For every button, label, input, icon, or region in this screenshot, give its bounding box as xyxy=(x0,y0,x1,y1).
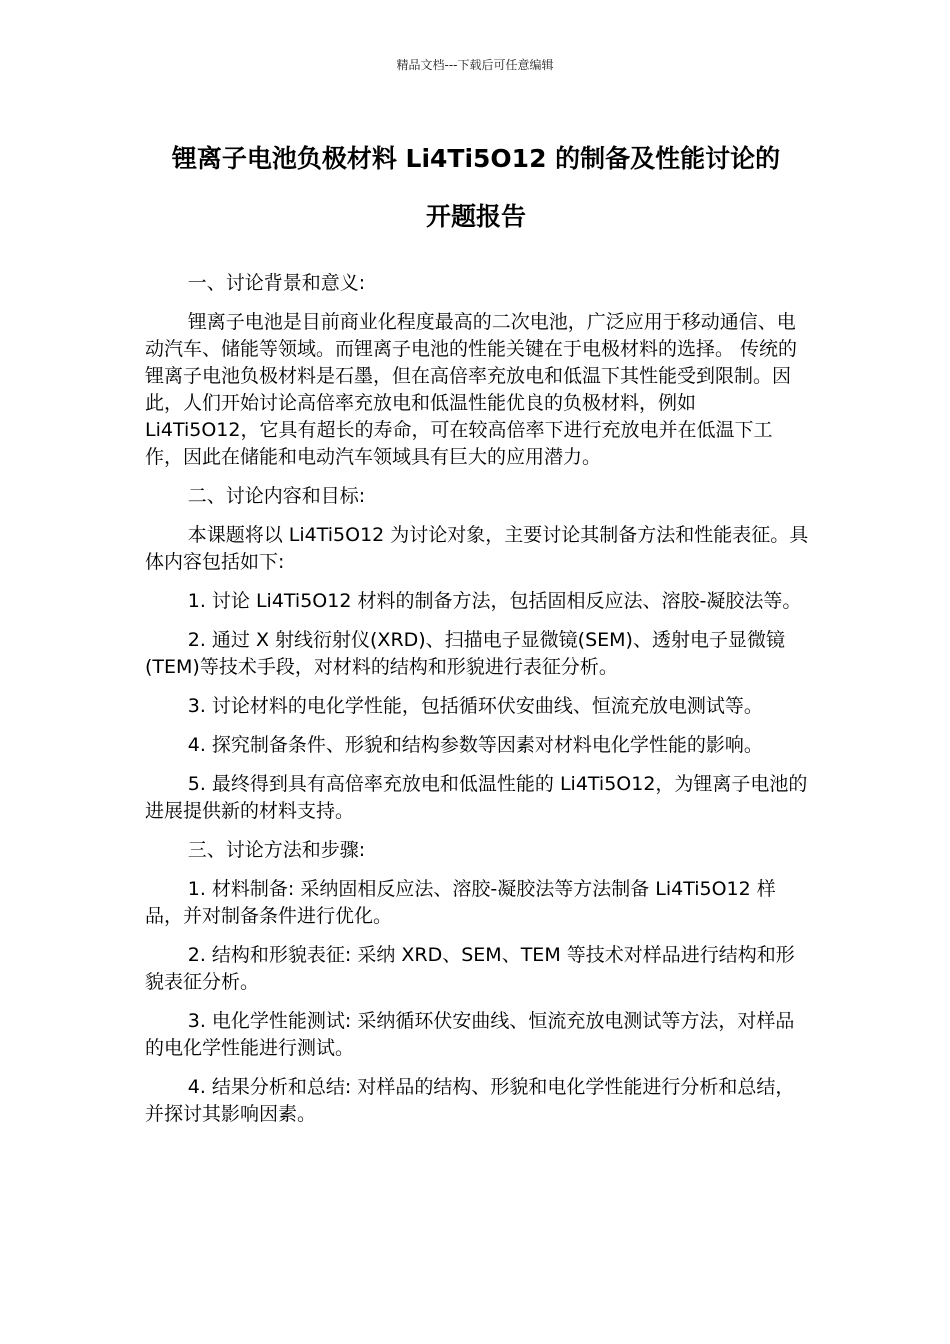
section-heading-content: 二、讨论内容和目标: xyxy=(187,485,366,507)
methods-list-item: 3. 电化学性能测试: 采纳循环伏安曲线、恒流充放电测试等方法，对样品的电化学性能进行测试。 xyxy=(145,1010,795,1059)
page-header-note: 精品文档---下载后可任意编辑 xyxy=(396,58,554,72)
content-list-item: 4. 探究制备条件、形貌和结构参数等因素对材料电化学性能的影响。 xyxy=(187,734,763,756)
content-intro-paragraph: 本课题将以 Li4Ti5O12 为讨论对象，主要讨论其制备方法和性能表征。具体内容包括如下: xyxy=(145,524,809,573)
content-list-item: 5. 最终得到具有高倍率充放电和低温性能的 Li4Ti5O12，为锂离子电池的进展提供新的材料支持。 xyxy=(145,773,808,822)
title-line-2: 开题报告 xyxy=(425,202,526,231)
section-heading-background: 一、讨论背景和意义: xyxy=(187,272,366,294)
methods-list-item: 2. 结构和形貌表征: 采纳 XRD、SEM、TEM 等技术对样品进行结构和形貌表征分析。 xyxy=(145,944,795,993)
methods-list-item: 4. 结果分析和总结: 对样品的结构、形貌和电化学性能进行分析和总结，并探讨其影响因素。 xyxy=(145,1076,795,1125)
background-paragraph: 锂离子电池是目前商业化程度最高的二次电池，广泛应用于移动通信、电动汽车、储能等领域。而锂离子电池的性能关键在于电极材料的选择。 传统的锂离子电池负极材料是石墨，但在高倍率充放电和低温下其性能受到限制。因此，人们开始讨论高倍率充放电和低温性能优良的负极材料，例如 Li4Ti5O12，它具有超长的寿命，可在较高倍率下进行充放电并在低温下工作，因此在储能和电动汽车领域具有巨大的应用潜力。 xyxy=(145,311,798,468)
document-body xyxy=(145,270,810,1140)
content-list-item: 2. 通过 X 射线衍射仪(XRD)、扫描电子显微镜(SEM)、透射电子显微镜(TEM)等技术手段，对材料的结构和形貌进行表征分析。 xyxy=(145,629,785,678)
document-title xyxy=(145,130,807,246)
title-line-1: 锂离子电池负极材料 Li4Ti5O12 的制备及性能讨论的 xyxy=(171,144,781,173)
content-list-item: 3. 讨论材料的电化学性能，包括循环伏安曲线、恒流充放电测试等。 xyxy=(187,695,763,717)
content-list-item: 1. 讨论 Li4Ti5O12 材料的制备方法，包括固相反应法、溶胶-凝胶法等。 xyxy=(187,590,802,612)
section-heading-methods: 三、讨论方法和步骤: xyxy=(187,839,366,861)
methods-list-item: 1. 材料制备: 采纳固相反应法、溶胶-凝胶法等方法制备 Li4Ti5O12 样品，并对制备条件进行优化。 xyxy=(145,878,776,927)
